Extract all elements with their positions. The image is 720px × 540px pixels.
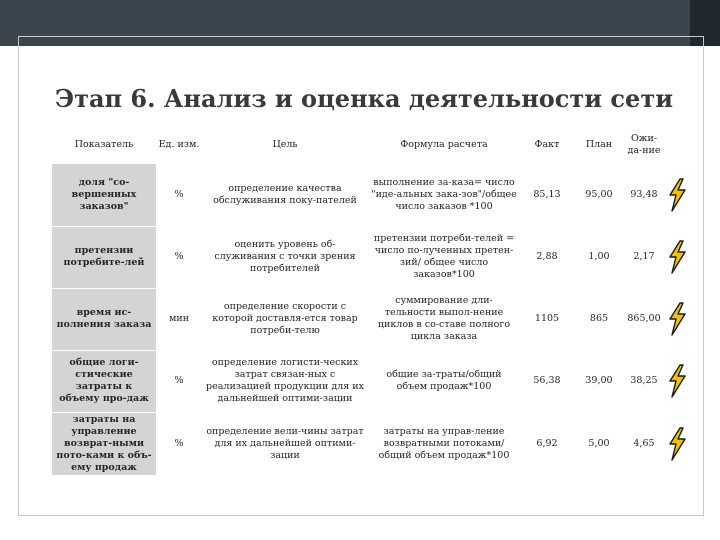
bolt-cell (664, 350, 688, 412)
fact-cell: 6,92 (536, 437, 558, 449)
plan-cell: 1,00 (588, 251, 610, 262)
goal-cell: определение логисти-ческих затрат связан-ных с реализацией продукции для их дальнейшей оптими-зации (206, 357, 364, 404)
plan-cell: 5,00 (588, 437, 610, 449)
header-formula: Формула расчета (368, 126, 520, 164)
lightning-bolt-icon (666, 240, 688, 274)
plan-cell: 39,00 (585, 375, 613, 386)
header-unit: Ед. изм. (156, 126, 202, 164)
table-row (52, 412, 688, 475)
expected-cell: 38,25 (630, 375, 658, 386)
bolt-cell (664, 164, 688, 226)
fact-cell: 85,13 (533, 189, 561, 200)
bolt-cell (664, 226, 688, 288)
bolt-cell (664, 412, 688, 475)
unit-cell: % (174, 375, 184, 386)
header-bolt (664, 126, 688, 164)
lightning-bolt-icon (666, 178, 688, 212)
table-row (52, 288, 688, 350)
lightning-bolt-icon (666, 427, 688, 461)
header-expected: Ожи-да-ние (624, 126, 664, 164)
frame-line-left (18, 36, 19, 516)
formula-cell: суммирование дли-тельности выпол-нение циклов в со-ставе полного цикла заказа (377, 295, 511, 342)
unit-cell: % (174, 437, 184, 449)
bolt-cell (664, 288, 688, 350)
goal-cell: оценить уровень об-служивания с точки зрения потребителей (214, 239, 356, 274)
expected-cell: 2,17 (633, 251, 655, 262)
top-bar (0, 0, 720, 46)
header-plan: План (574, 126, 624, 164)
formula-cell: общие за-траты/общий объем продаж*100 (386, 369, 502, 392)
unit-cell: % (174, 189, 184, 200)
table-row (52, 164, 688, 226)
expected-cell: 4,65 (633, 437, 655, 449)
table-row (52, 350, 688, 412)
header-row (52, 126, 688, 164)
top-bar-stripe (690, 0, 720, 46)
goal-cell: определение вели-чины затрат для их дальнейшей оптими-зации (206, 425, 364, 461)
indicator-cell: общие логи-стические затраты к объему про-даж (52, 350, 156, 412)
goal-cell: определение скорости с которой доставля-ется товар потреби-телю (212, 301, 358, 336)
lightning-bolt-icon (666, 364, 688, 398)
indicator-cell: претензии потребите-лей (52, 226, 156, 288)
formula-cell: выполнение за-каза= число "иде-альных зака-зов"/общее число заказов *100 (371, 177, 517, 212)
unit-cell: % (174, 251, 184, 262)
header-goal: Цель (202, 126, 368, 164)
expected-cell: 865,00 (627, 313, 661, 324)
fact-cell: 56,38 (533, 375, 561, 386)
lightning-bolt-icon (666, 302, 688, 336)
frame-line-bottom (18, 515, 704, 516)
goal-cell: определение качества обслуживания поку-пателей (213, 183, 357, 206)
formula-cell: претензии потреби-телей = число по-лученных претен-зий/ общее число заказов*100 (373, 233, 515, 280)
slide-title: Этап 6. Анализ и оценка деятельности сети (55, 84, 673, 113)
fact-cell: 2,88 (536, 251, 558, 262)
frame-line-right (703, 36, 704, 516)
plan-cell: 865 (589, 313, 609, 324)
fact-cell: 1105 (534, 313, 560, 324)
header-fact: Факт (520, 126, 574, 164)
formula-cell: затраты на управ-ление возвратными потоками/общий объем продаж*100 (378, 425, 510, 461)
unit-cell: мин (168, 313, 190, 324)
indicator-cell: время ис-полнения заказа (52, 288, 156, 350)
header-indicator: Показатель (52, 126, 156, 164)
frame-line-top (18, 36, 704, 37)
analysis-table (52, 126, 688, 476)
indicator-cell: доля "со-вершенных заказов" (52, 164, 156, 226)
table-row (52, 226, 688, 288)
expected-cell: 93,48 (630, 189, 658, 200)
top-bar-accent (0, 0, 690, 46)
indicator-cell: затраты на управление возврат-ными пото-ками к объ-ему продаж (52, 412, 156, 475)
plan-cell: 95,00 (585, 189, 613, 200)
